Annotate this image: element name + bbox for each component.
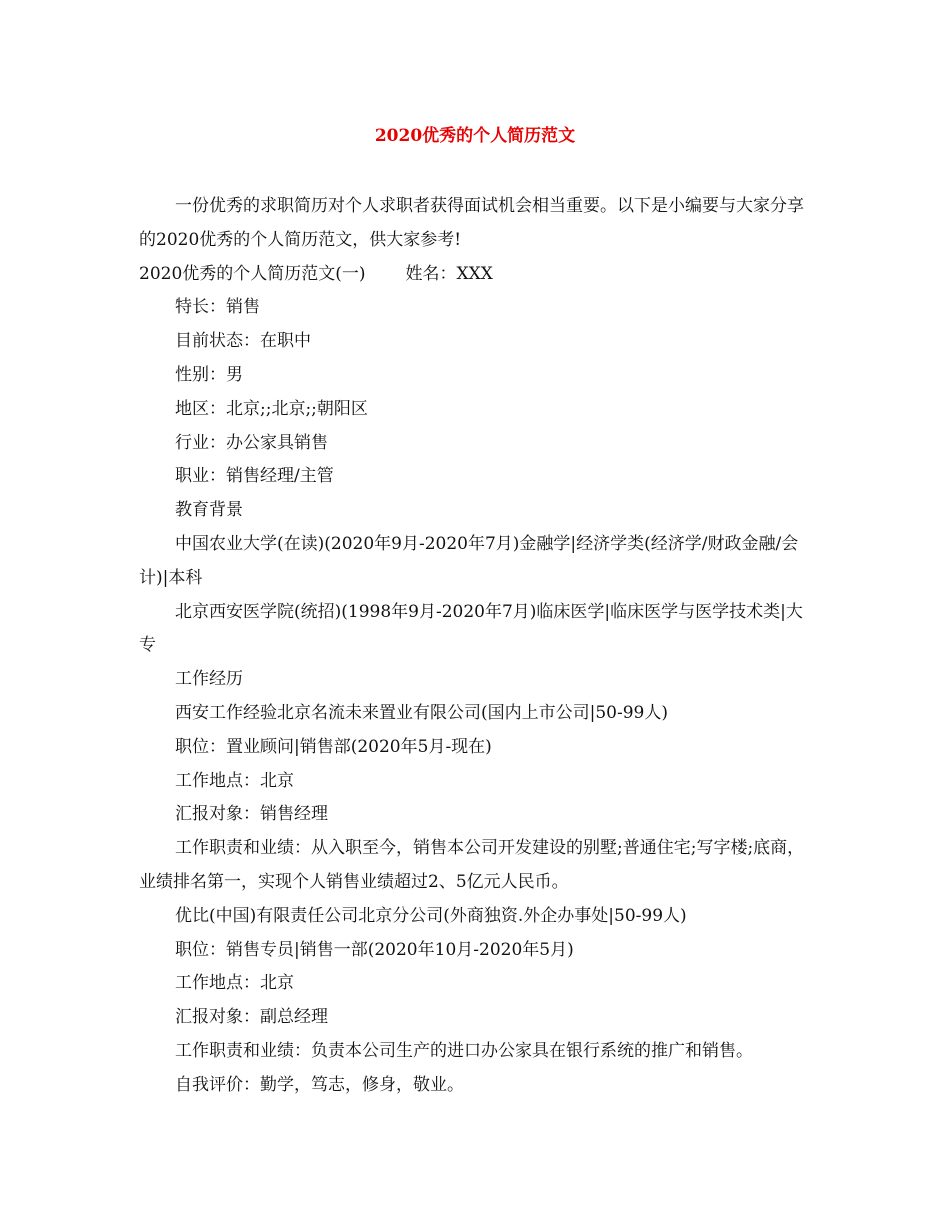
document-body: [139, 190, 819, 1103]
gender-line: 性别：男: [175, 364, 243, 385]
education-entry-1: 中国农业大学(在读)(2020年9月-2020年7月)金融学|经济学类(经济学/财政金融/会计)|本科: [139, 533, 799, 588]
work-location-2: 工作地点：北京: [175, 973, 294, 994]
specialty-line: 特长：销售: [175, 297, 260, 318]
section-heading: 2020优秀的个人简历范文(一): [139, 263, 366, 284]
company-1: 西安工作经验北京名流未来置业有限公司(国内上市公司|50-99人): [175, 702, 668, 723]
report-to-1: 汇报对象：销售经理: [175, 804, 328, 825]
report-to-2: 汇报对象：副总经理: [175, 1007, 328, 1028]
company-2: 优比(中国)有限责任公司北京分公司(外商独资.外企办事处|50-99人): [175, 905, 687, 926]
status-line: 目前状态：在职中: [175, 331, 311, 352]
intro-paragraph: 一份优秀的求职简历对个人求职者获得面试机会相当重要。以下是小编要与大家分享的2020优秀的个人简历范文，供大家参考!: [139, 196, 804, 250]
education-heading: 教育背景: [175, 500, 243, 521]
name-field: 姓名：XXX: [405, 263, 493, 284]
work-location-1: 工作地点：北京: [175, 770, 294, 791]
section-heading-line: [139, 258, 819, 292]
duties-1: 工作职责和业绩：从入职至今，销售本公司开发建设的别墅;普通住宅;写字楼;底商，业绩排名第一，实现个人销售业绩超过2、5亿元人民币。: [139, 838, 805, 892]
education-entry-2: 北京西安医学院(统招)(1998年9月-2020年7月)临床医学|临床医学与医学技术类|大专: [139, 601, 803, 656]
document-title: 2020优秀的个人简历范文: [374, 126, 576, 146]
region-line: 地区：北京;;北京;;朝阳区: [175, 398, 368, 419]
duties-2: 工作职责和业绩：负责本公司生产的进口办公家具在银行系统的推广和销售。: [175, 1040, 753, 1061]
work-history-heading: 工作经历: [175, 669, 243, 690]
occupation-line: 职业：销售经理/主管: [175, 466, 334, 487]
industry-line: 行业：办公家具销售: [175, 432, 328, 453]
position-2: 职位：销售专员|销售一部(2020年10月-2020年5月): [175, 939, 574, 960]
position-1: 职位：置业顾问|销售部(2020年5月-现在): [175, 736, 492, 757]
self-evaluation: 自我评价：勤学，笃志，修身，敬业。: [175, 1074, 464, 1095]
